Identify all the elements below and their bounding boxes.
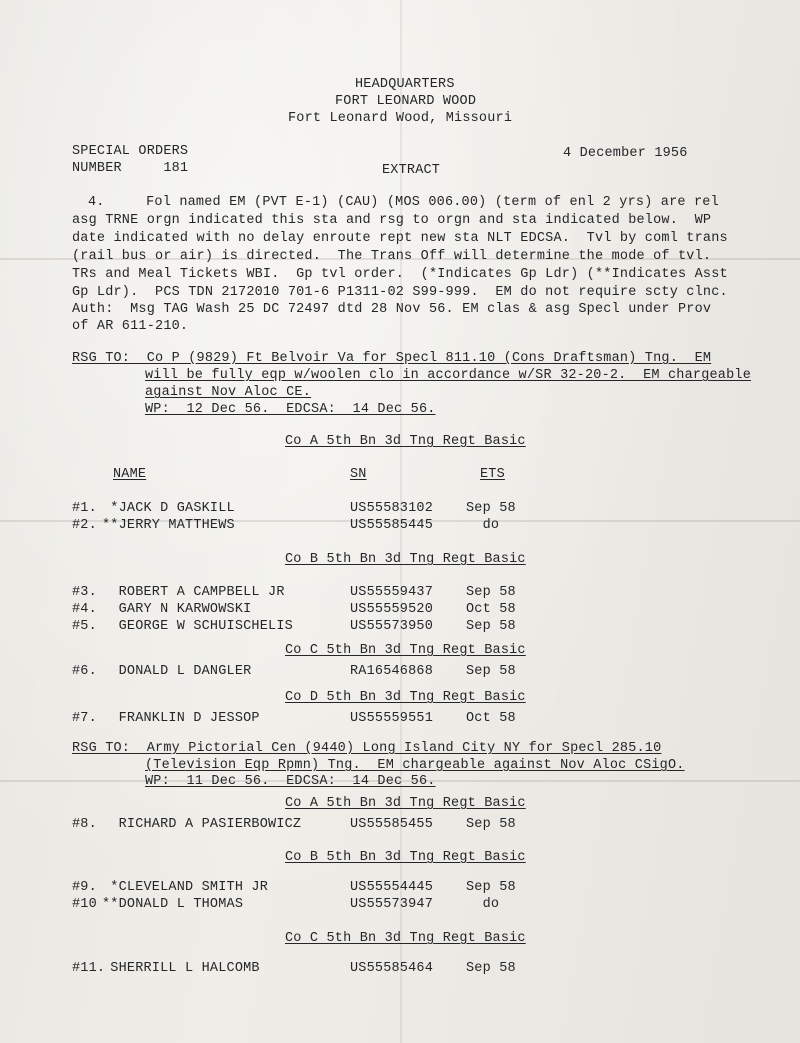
orders-label: SPECIAL ORDERS: [72, 144, 189, 159]
unit-heading: Co B 5th Bn 3d Tng Regt Basic: [285, 552, 526, 567]
column-sn: SN: [350, 467, 367, 482]
row-ets: Sep 58: [466, 664, 516, 679]
row-sn: US55573950: [350, 619, 434, 634]
row-ets: Sep 58: [466, 585, 516, 600]
para-line: date indicated with no delay enroute rept new sta NLT EDCSA. Tvl by coml trans: [72, 231, 728, 246]
row-sn: US55559520: [350, 602, 434, 617]
rsg1-line3: against Nov Aloc CE.: [145, 385, 312, 400]
row-number: #9.: [72, 880, 97, 895]
row-name: SHERRILL L HALCOMB: [102, 961, 260, 976]
row-sn: US55573947: [350, 897, 434, 912]
row-number: #8.: [72, 817, 97, 832]
row-name: **JERRY MATTHEWS: [102, 518, 235, 533]
row-ets: Oct 58: [466, 602, 516, 617]
row-ets: do: [466, 518, 500, 533]
row-sn: US55559437: [350, 585, 434, 600]
para-line: Auth: Msg TAG Wash 25 DC 72497 dtd 28 Nov 56. EM clas & asg Specl under Prov: [72, 302, 712, 317]
unit-heading: Co A 5th Bn 3d Tng Regt Basic: [285, 796, 526, 811]
extract-label: EXTRACT: [382, 163, 441, 178]
row-number: #4.: [72, 602, 97, 617]
order-date: 4 December 1956: [563, 146, 688, 161]
number-label: NUMBER 181: [72, 161, 189, 176]
row-ets: Sep 58: [466, 961, 516, 976]
row-sn: US55585445: [350, 518, 434, 533]
row-sn: RA16546868: [350, 664, 434, 679]
unit-heading: Co B 5th Bn 3d Tng Regt Basic: [285, 850, 526, 865]
row-sn: US55559551: [350, 711, 434, 726]
column-ets: ETS: [480, 467, 505, 482]
rsg2-line1: RSG TO: Army Pictorial Cen (9440) Long Island City NY for Specl 285.10: [72, 741, 662, 756]
row-ets: Sep 58: [466, 501, 516, 516]
unit-heading: Co A 5th Bn 3d Tng Regt Basic: [285, 434, 526, 449]
row-sn: US55585455: [350, 817, 434, 832]
rsg1-line4: WP: 12 Dec 56. EDCSA: 14 Dec 56.: [145, 402, 436, 417]
row-name: GARY N KARWOWSKI: [102, 602, 252, 617]
row-number: #2.: [72, 518, 97, 533]
para-line: (rail bus or air) is directed. The Trans Off will determine the mode of tvl.: [72, 249, 712, 264]
para-line: asg TRNE orgn indicated this sta and rsg to orgn and sta indicated below. WP: [72, 213, 712, 228]
unit-heading: Co D 5th Bn 3d Tng Regt Basic: [285, 690, 526, 705]
row-name: GEORGE W SCHUISCHELIS: [102, 619, 293, 634]
para-line: Gp Ldr). PCS TDN 2172010 701-6 P1311-02 S99-999. EM do not require scty clnc.: [72, 285, 728, 300]
column-name: NAME: [113, 467, 147, 482]
row-number: #1.: [72, 501, 97, 516]
row-name: FRANKLIN D JESSOP: [102, 711, 260, 726]
row-name: DONALD L DANGLER: [102, 664, 252, 679]
row-ets: Sep 58: [466, 880, 516, 895]
rsg2-line2: (Television Eqp Rpmn) Tng. EM chargeable against Nov Aloc CSigO.: [145, 758, 685, 773]
para-line: of AR 611-210.: [72, 319, 189, 334]
para-line: 4. Fol named EM (PVT E-1) (CAU) (MOS 006.00) (term of enl 2 yrs) are rel: [88, 195, 719, 210]
row-number: #10: [72, 897, 97, 912]
row-name: *CLEVELAND SMITH JR: [102, 880, 269, 895]
row-name: ROBERT A CAMPBELL JR: [102, 585, 285, 600]
header-line1: HEADQUARTERS: [355, 77, 455, 92]
row-number: #5.: [72, 619, 97, 634]
unit-heading: Co C 5th Bn 3d Tng Regt Basic: [285, 643, 526, 658]
row-number: #3.: [72, 585, 97, 600]
header-line3: Fort Leonard Wood, Missouri: [288, 111, 513, 126]
para-line: TRs and Meal Tickets WBI. Gp tvl order. (*Indicates Gp Ldr) (**Indicates Asst: [72, 267, 728, 282]
row-name: RICHARD A PASIERBOWICZ: [102, 817, 302, 832]
rsg1-line2: will be fully eqp w/woolen clo in accordance w/SR 32-20-2. EM chargeable: [145, 368, 751, 383]
unit-heading: Co C 5th Bn 3d Tng Regt Basic: [285, 931, 526, 946]
row-ets: Sep 58: [466, 817, 516, 832]
row-ets: Sep 58: [466, 619, 516, 634]
row-ets: Oct 58: [466, 711, 516, 726]
row-ets: do: [466, 897, 500, 912]
rsg1-line1: RSG TO: Co P (9829) Ft Belvoir Va for Specl 811.10 (Cons Draftsman) Tng. EM: [72, 351, 712, 366]
row-number: #11.: [72, 961, 106, 976]
rsg2-line3: WP: 11 Dec 56. EDCSA: 14 Dec 56.: [145, 774, 436, 789]
header-line2: FORT LEONARD WOOD: [335, 94, 477, 109]
row-name: *JACK D GASKILL: [102, 501, 235, 516]
row-name: **DONALD L THOMAS: [102, 897, 244, 912]
row-sn: US55583102: [350, 501, 434, 516]
row-number: #6.: [72, 664, 97, 679]
row-number: #7.: [72, 711, 97, 726]
row-sn: US55554445: [350, 880, 434, 895]
row-sn: US55585464: [350, 961, 434, 976]
